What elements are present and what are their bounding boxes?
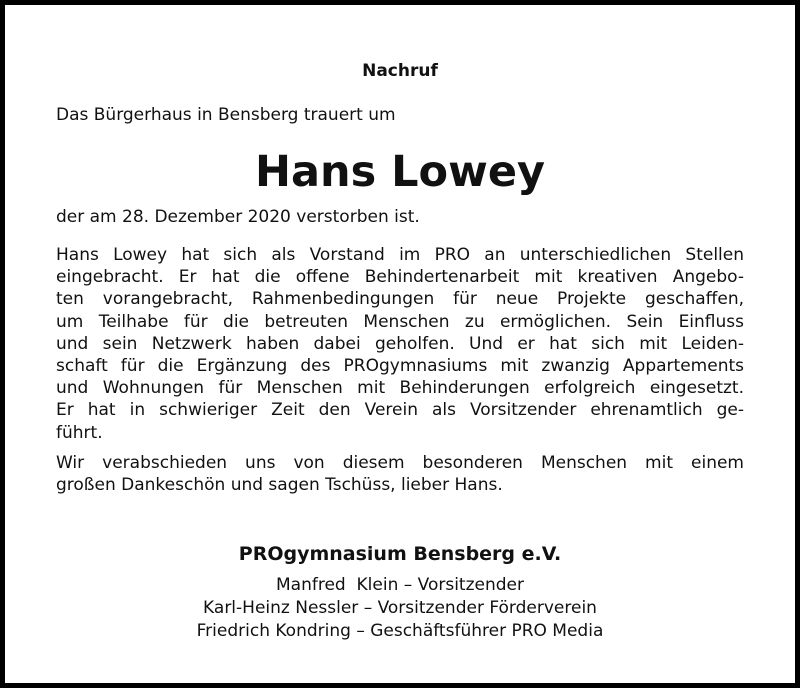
paragraph-line: Wir verabschieden uns von diesem besonderen Menschen mit einem — [56, 453, 744, 473]
paragraph-line: und sein Netzwerk haben dabei geholfen. Und er hat sich mit Leiden- — [56, 333, 744, 354]
tribute-paragraph — [56, 244, 744, 444]
signatory-line: Friedrich Kondring – Geschäftsführer PRO Media — [196, 621, 604, 641]
paragraph-line: und Wohnungen für Menschen mit Behinderungen erfolgreich eingesetzt. — [56, 378, 744, 399]
signatory-line: Manfred Klein – Vorsitzender — [276, 575, 524, 595]
paragraph-line: Hans Lowey hat sich als Vorstand im PRO an unterschiedlichen Stellen — [56, 245, 744, 265]
notice-heading: Nachruf — [362, 61, 438, 81]
signatory-line: Karl-Heinz Nessler – Vorsitzender Förderverein — [203, 598, 597, 618]
organization-name: PROgymnasium Bensberg e.V. — [238, 543, 562, 565]
paragraph-line: schaft für die Ergänzung des PROgymnasiums mit zwanzig Appartements — [56, 356, 744, 377]
paragraph-line: eingebracht. Er hat die offene Behindertenarbeit mit kreativen Angebo- — [56, 267, 744, 288]
paragraph-line: großen Dankeschön und sagen Tschüss, lieber Hans. — [56, 475, 503, 496]
deceased-name: Hans Lowey — [254, 147, 546, 197]
paragraph-line: um Teilhabe für die betreuten Menschen zu ermöglichen. Sein Einfluss — [56, 311, 744, 332]
paragraph-line: ten vorangebracht, Rahmenbedingungen für neue Projekte geschaffen, — [56, 289, 744, 310]
intro-line: Das Bürgerhaus in Bensberg trauert um — [56, 105, 396, 125]
paragraph-line: Er hat in schwieriger Zeit den Verein als Vorsitzender ehrenamtlich ge- — [56, 400, 744, 421]
farewell-paragraph — [56, 452, 744, 496]
paragraph-line: führt. — [56, 422, 103, 443]
death-date-line: der am 28. Dezember 2020 verstorben ist. — [56, 207, 420, 227]
